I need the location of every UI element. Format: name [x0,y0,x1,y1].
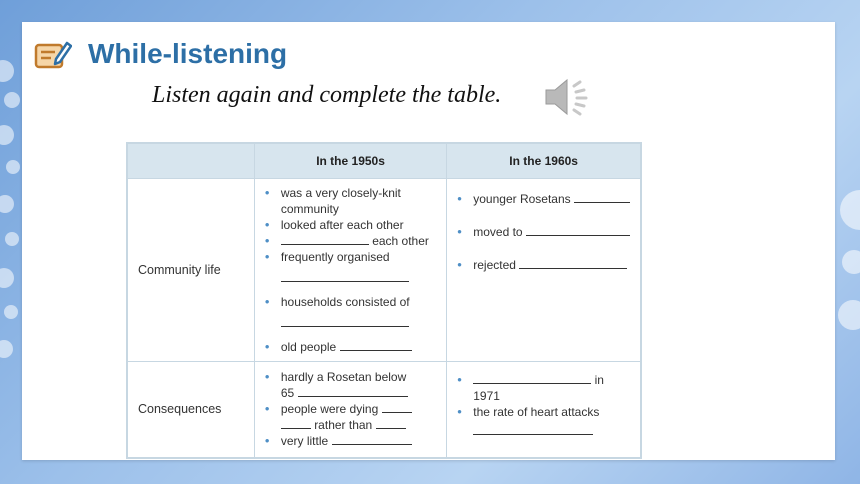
table-cell [254,179,446,362]
item-text: 65 [280,386,295,401]
answer-blank[interactable] [298,386,408,397]
list-item [457,191,632,207]
item-text: frequently organised [280,250,390,264]
section-title: While-listening [88,38,288,69]
answer-blank[interactable] [382,402,412,413]
speaker-icon[interactable] [542,72,597,122]
answer-blank[interactable] [473,373,591,384]
list-item [265,185,438,217]
bg-bubble [0,268,14,288]
item-text: the rate of heart attacks [473,405,600,419]
table-cell [447,179,641,362]
list-item [265,369,438,401]
bg-bubble [5,232,19,246]
answer-blank[interactable] [473,424,593,435]
answer-blank[interactable] [281,316,409,327]
row-label: Community life [127,179,254,362]
instruction-text: Listen again and complete the table. [152,82,502,108]
answer-blank[interactable] [332,434,412,445]
table-cell [254,362,446,458]
answer-blank[interactable] [574,192,630,203]
list-item [265,217,438,233]
bg-bubble [0,195,14,213]
item-text: each other [372,234,429,248]
list-item [457,372,632,404]
item-text: rather than [314,418,373,433]
slide-card [22,22,835,460]
item-text: households consisted of [280,295,410,309]
item-text: moved to [473,225,523,239]
list-item [457,404,632,439]
list-item [457,257,632,273]
bg-bubble [4,92,20,108]
bg-bubble [842,250,860,274]
bg-bubble [4,305,18,319]
bg-bubble [840,190,860,230]
notebook-pencil-icon [34,37,72,71]
item-text: people were dying [280,402,379,417]
section-header [34,34,287,74]
table-row [127,362,641,458]
bg-bubble [0,340,13,358]
bg-bubble [838,300,860,330]
table-header-cell: In the 1950s [254,143,446,179]
item-text: in [594,373,604,387]
table-header-cell: In the 1960s [447,143,641,179]
answer-blank[interactable] [281,418,311,429]
answer-blank[interactable] [376,418,406,429]
item-text: was a very closely-knit community [280,186,401,216]
list-item [457,224,632,240]
list-item [265,401,438,433]
answer-blank[interactable] [281,234,369,245]
answer-blank[interactable] [281,271,409,282]
list-item [265,294,438,331]
bg-bubble [0,60,14,82]
list-item [265,249,438,286]
table-header-row [127,143,641,179]
list-item [265,433,438,449]
bg-bubble [0,125,14,145]
table-cell [447,362,641,458]
table-row [127,179,641,362]
list-item [265,233,438,249]
list-item [265,339,438,355]
item-text: very little [280,434,329,449]
item-text: looked after each other [280,218,404,232]
completion-table [126,142,642,459]
item-text: hardly a Rosetan below [280,370,407,385]
answer-blank[interactable] [526,225,630,236]
item-text: old people [280,340,337,354]
item-text: younger Rosetans [473,192,571,206]
answer-blank[interactable] [340,340,412,351]
item-text: 1971 [473,389,500,403]
answer-blank[interactable] [519,258,627,269]
bg-bubble [6,160,20,174]
row-label: Consequences [127,362,254,458]
table-header-cell [127,143,254,179]
item-text: rejected [473,258,516,272]
